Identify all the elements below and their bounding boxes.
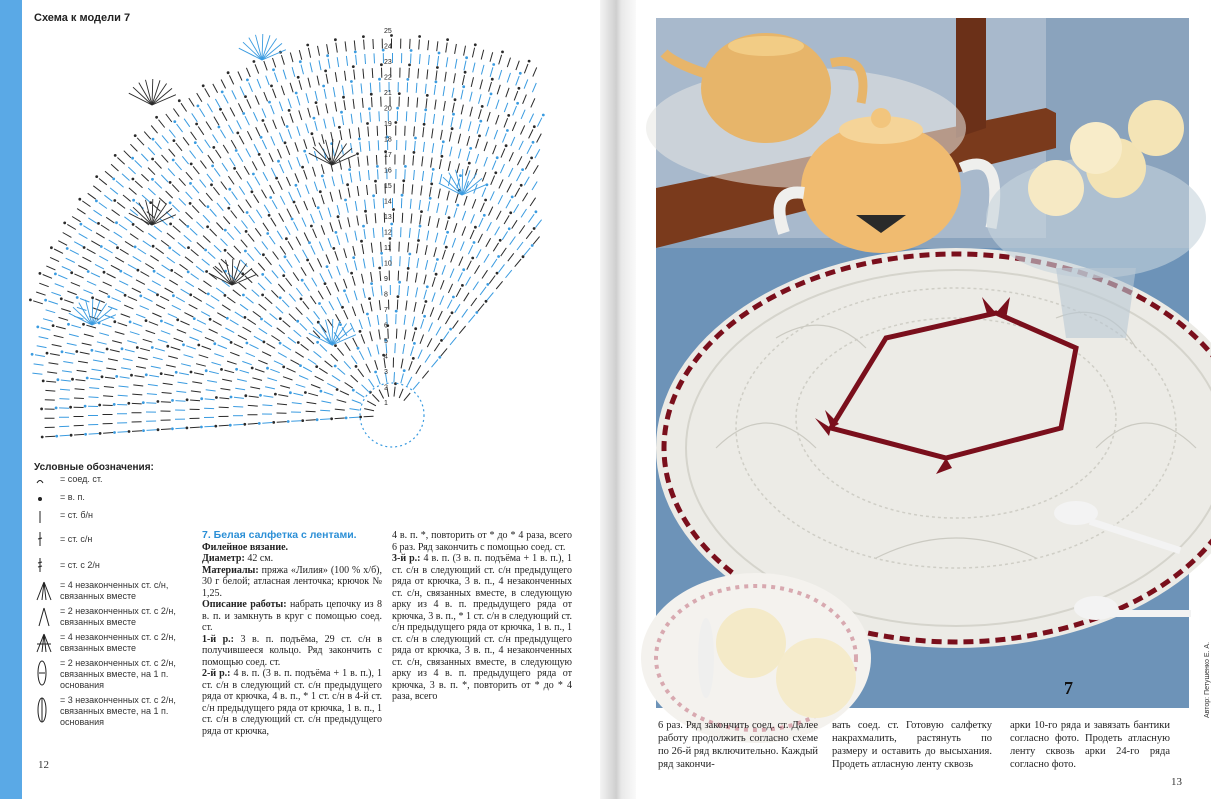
plate [641,573,871,743]
tr2tog-base-icon [34,658,60,688]
row-number-label: 16 [384,167,392,175]
legend-item: = ст. с 2/н [34,554,204,576]
final-text-column-3: арки 10-го ряда и завязать бантики согласно фото. Продеть атласную ленту сквозь арки 24-го ряда согласно фото. [1010,720,1170,770]
dc4tog-icon [34,580,60,602]
row-number-label: 19 [384,121,392,128]
doily-photo [656,18,1211,718]
instructions-column-1 [202,530,382,737]
row-number-label: 7 [384,307,388,314]
legend-item: = 3 незаконченных ст. с 2/н, связанных вместе, на 1 п. основания [34,695,204,728]
row-number-label: 15 [384,183,392,190]
row-number-label: 22 [384,74,392,82]
legend-item: = ст. б/н [34,510,204,524]
row-number-label: 8 [384,291,388,299]
row-number-label: 17 [384,152,392,159]
legend-item: = 2 незаконченных ст. с 2/н, связанных вместе, на 1 п. основания [34,658,204,691]
row-number-label: 18 [384,136,392,144]
page-number-left: 12 [38,759,49,771]
row-number-label: 1 [384,400,388,407]
chain-dot-icon [34,492,60,506]
row-number-label: 25 [384,28,392,35]
row-number-label: 5 [384,338,388,345]
description-paragraph: Описание работы: набрать цепочку из 8 в. п. и замкнуть в круг с помощью соед. ст. [202,599,383,633]
row-number-label: 21 [384,90,392,97]
row-number-label: 9 [384,276,388,283]
final-text-column-1: 6 раз. Ряд закончить соед. ст. Далее работу продолжить согласно схеме по 26-й ряд включительно. Каждый ряд закончи- [658,720,818,770]
legend-item: = соед. ст. [34,474,204,488]
row-number-label: 24 [384,43,392,51]
legend [34,474,204,732]
legend-item: = 4 незаконченных ст. с/н, связанных вместе [34,580,204,602]
row3-paragraph: 3-й р.: 4 в. п. (3 в. п. подъёма + 1 в. п.), 1 ст. с/н в следующий ст. с/н предыдущего ряда от крючка, 3 в. п., 4 незаконченных ст. с/н, связанных вместе, в следующую арку из 4 в. п. предыдущего ряда от крючка, 3 в. п., * 1 ст. с/н в следующий ст. с/н предыдущего ряда от крючка, 1 в. п., 1 ст. с/н в следующий ст. с/н предыдущего ряда от крючка, 3 в. п., 4 незаконченных ст. с/н, связанных вместе, в следующую арку из 4 в. п. предыдущего ряда от крючка, 3 в. п. *, повторить от * до * 4 раза, всего [392,553,573,702]
treble-crochet-icon [34,558,60,572]
row-number-label: 2 [384,384,388,392]
row-number-labels [384,28,392,407]
right-page [636,0,1211,799]
row2-paragraph: 2-й р.: 4 в. п. (3 в. п. подъёма + 1 в. п.), 1 ст. с/н в следующий ст. с/н предыдущего ряда от крючка, 4 в. п., * 1 ст. с/н в 4-й ст. с/н предыдущего ряда от крючка, 1 в. п., 1 ст. с/н в следующий ст. с/н предыдущего ряда от крючка, [202,668,383,737]
page-edge-strip [0,0,22,799]
legend-title: Условные обозначения: [34,462,154,473]
legend-item: = 4 незаконченных ст. с 2/н, связанных вместе [34,632,204,654]
row-number-label: 23 [384,59,392,66]
row-number-label: 10 [384,260,392,268]
row-number-label: 12 [384,229,392,237]
crochet-diagram [32,25,542,475]
row-number-label: 14 [384,198,392,206]
technique-subtitle: Филейное вязание. [202,541,289,553]
tr3tog-base-icon [34,695,60,725]
materials-paragraph: Материалы: пряжа «Лилия» (100 % х/б), 30 г белой; атласная ленточка; крючок № 1,25. [202,564,382,599]
tr2tog-icon [34,606,60,628]
legend-item: = ст. с/н [34,528,204,550]
photo-model-number: 7 [1064,678,1073,698]
doily-photo-illustration [656,18,1189,708]
diameter-line: Диаметр: 42 см. [202,553,274,564]
row2-continuation: 4 в. п. *, повторить от * до * 4 раза, всего 6 раз. Ряд закончить с помощью соед. ст. [392,530,572,553]
photo-credit: Автор: Петушенко Е. А. [1204,641,1211,718]
legend-item: = в. п. [34,492,204,506]
row-number-label: 6 [384,322,388,330]
slip-stitch-icon [34,474,60,488]
row1-paragraph: 1-й р.: 3 в. п. подъёма, 29 ст. с/н в получившееся кольцо. Ряд закончить с помощью соед. ст. [202,633,382,668]
row-number-label: 3 [384,369,388,376]
page-number-right: 13 [1171,776,1182,788]
row-number-label: 13 [384,214,392,221]
legend-item: = 2 незаконченных ст. с 2/н, связанных вместе [34,606,204,628]
row-number-label: 20 [384,105,392,113]
tr4tog-icon [34,632,60,654]
row-number-label: 11 [384,245,392,252]
left-page [22,0,600,799]
final-text-column-2: вать соед. ст. Готовую салфетку накрахмалить, растянуть по размеру и оставить до высыхания. Продеть атласную ленту сквозь [832,720,992,770]
model-title: 7. Белая салфетка с лентами. [202,529,357,541]
double-crochet-icon [34,532,60,546]
book-gutter [600,0,636,799]
scheme-title: Схема к модели 7 [34,12,131,24]
row-number-label: 4 [384,353,388,361]
diagram-rings [29,34,545,447]
single-crochet-icon [34,510,60,524]
instructions-column-2 [392,530,572,703]
